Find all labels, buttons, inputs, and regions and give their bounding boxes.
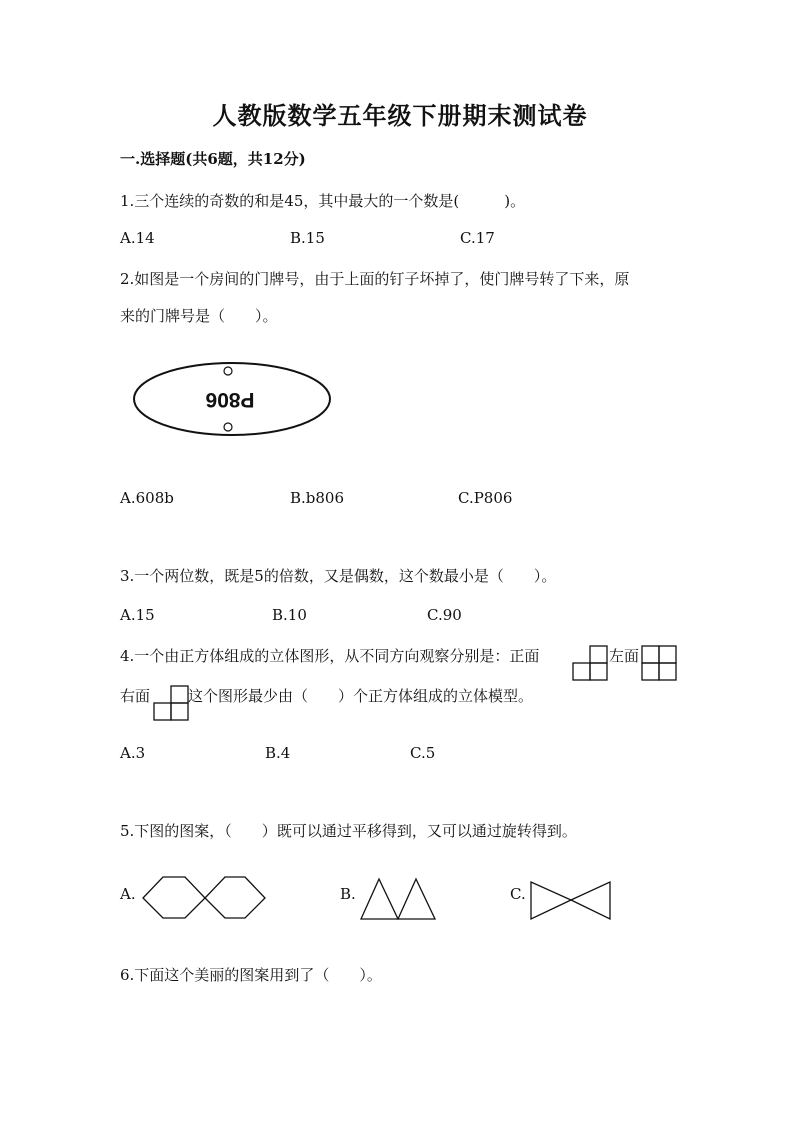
question-4-option-c: C.5 — [410, 744, 436, 762]
question-4-text-line2-a: 右面 — [120, 687, 151, 705]
question-4-left-view-label: 左面 — [609, 647, 640, 665]
question-6-text: 6.下面这个美丽的图案用到了（ ）。 — [120, 966, 382, 984]
question-1-option-c: C.17 — [460, 229, 495, 247]
question-5-option-a: A. — [120, 885, 136, 903]
question-3-option-c: C.90 — [427, 606, 462, 624]
question-1-text: 1.三个连续的奇数的和是45，其中最大的一个数是( )。 — [120, 192, 526, 210]
question-4-text-line2-b: 这个图形最少由（ ）个正方体组成的立体模型。 — [188, 687, 534, 705]
question-2-text-line2: 来的门牌号是（ ）。 — [120, 307, 278, 325]
question-2-option-c: C.P806 — [458, 489, 513, 507]
question-1-option-b: B.15 — [290, 229, 325, 247]
two-hexagons-figure — [143, 877, 265, 918]
question-2-option-b: B.b806 — [290, 489, 345, 507]
question-5-option-c: C. — [510, 885, 526, 903]
question-1-option-a: A.14 — [120, 229, 155, 247]
door-plate-number: P806 — [205, 388, 255, 411]
question-2-text-line1: 2.如图是一个房间的门牌号，由于上面的钉子坏掉了，使门牌号转了下来，原 — [120, 270, 630, 288]
two-triangles-figure — [361, 879, 435, 919]
question-3-option-b: B.10 — [272, 606, 307, 624]
question-2-option-a: A.608b — [120, 489, 174, 507]
question-4-option-b: B.4 — [265, 744, 291, 762]
question-3-option-a: A.15 — [120, 606, 155, 624]
question-4-text-line1-a: 4.一个由正方体组成的立体图形，从不同方向观察分别是：正面 — [120, 647, 540, 665]
question-5-option-b: B. — [340, 885, 356, 903]
bowtie-triangles-figure — [531, 882, 610, 919]
question-5-text: 5.下图的图案，（ ）既可以通过平移得到，又可以通过旋转得到。 — [120, 822, 577, 840]
question-3-text: 3.一个两位数，既是5的倍数，又是偶数，这个数最小是（ ）。 — [120, 567, 557, 585]
page-title: 人教版数学五年级下册期末测试卷 — [212, 101, 588, 130]
section-heading: 一.选择题(共6题，共12分) — [120, 150, 306, 168]
question-4-option-a: A.3 — [120, 744, 146, 762]
